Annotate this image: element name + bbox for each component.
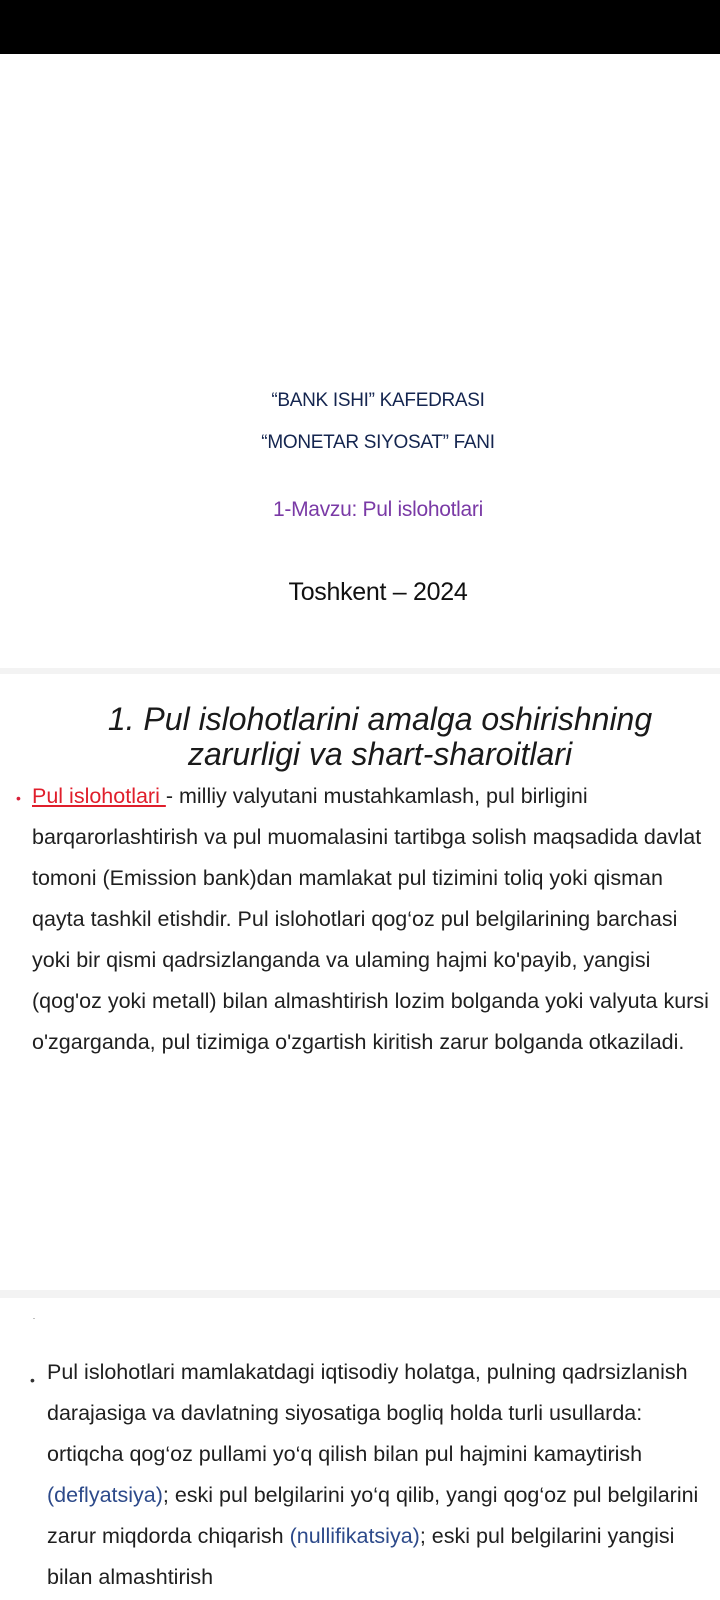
topic-title: 1-Mavzu: Pul islohotlari bbox=[273, 498, 483, 521]
title-slide bbox=[0, 54, 720, 668]
department-name: “BANK ISHI” KAFEDRASI bbox=[271, 390, 485, 411]
methods-paragraph bbox=[47, 1352, 715, 1598]
methods-text-2: ; eski pul belgilarini yo‘q qilib, yangi qog‘oz pul belgilarini zarur miqdorda chiqarish bbox=[47, 1483, 699, 1548]
city-year: Toshkent – 2024 bbox=[288, 578, 468, 606]
deflation-term: (deflyatsiya) bbox=[47, 1483, 163, 1507]
bullet-icon: • bbox=[30, 1372, 35, 1388]
marker-dot bbox=[33, 1318, 35, 1319]
status-bar bbox=[0, 0, 720, 54]
methods-text-1: Pul islohotlari mamlakatdagi iqtisodiy holatga, pulning qadrsizlanish darajasiga va davlatning siyosatiga bogliq holda turli usullarda: ortiqcha qog‘oz pullami yo‘q qilish bilan pul hajmini kamaytirish bbox=[47, 1360, 688, 1466]
subject-name: “MONETAR SIYOSAT” FANI bbox=[261, 432, 495, 453]
nullification-term: (nullifikatsiya) bbox=[289, 1524, 420, 1548]
methods-slide bbox=[0, 1298, 720, 1600]
term-highlight: Pul islohotlari bbox=[32, 784, 166, 808]
definition-paragraph bbox=[32, 776, 712, 1063]
bullet-icon: • bbox=[16, 790, 21, 806]
definition-text: - milliy valyutani mustahkamlash, pul birligini barqarorlashtirish va pul muomalasini tartibga solish maqsadida davlat tomoni (Emission bank)dan mamlakat pul tizimini toliq yoki qisman qayta tashkil etishdir. Pul islohotlari qog‘oz pul belgilarining barchasi yoki bir qismi qadrsizlanganda va ulaming hajmi ko'payib, yangisi (qog'oz yoki metall) bilan almashtirish lozim bolganda yoki valyuta kursi o'zgarganda, pul tizimiga o'zgartish kiritish zarur bolganda otkaziladi. bbox=[32, 784, 709, 1054]
section-heading: 1. Pul islohotlarini amalga oshirishning zarurligi va shart-sharoitlari bbox=[107, 701, 653, 772]
definition-slide bbox=[0, 674, 720, 1290]
methods-text-3: ; eski pul belgilarini yangisi bilan almashtirish bbox=[47, 1524, 675, 1589]
